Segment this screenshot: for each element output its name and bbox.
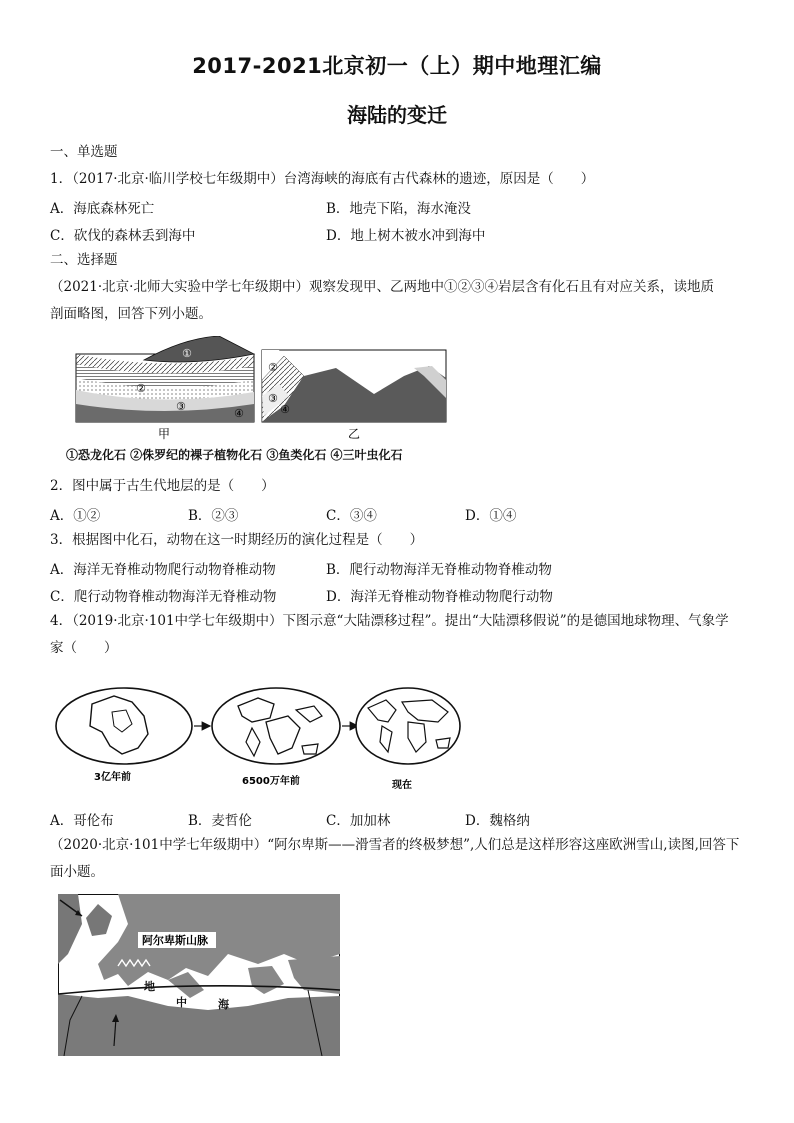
mark-4-jia: ④ [234,407,244,420]
question-4-stem-line-2: 家（ ） [50,640,118,656]
globe-65-million-years-ago [212,688,340,764]
label-65-million: 6500万年前 [242,776,300,787]
globe-present-day [356,688,460,764]
section-heading-choice: 二、选择题 [50,252,118,268]
q3-option-a: A．海洋无脊椎动物爬行动物脊椎动物 [50,562,276,578]
q3-option-c: C．爬行动物脊椎动物海洋无脊椎动物 [50,589,277,605]
mark-1-jia: ① [182,347,192,360]
label-300-million: 3亿年前 [94,772,131,783]
continental-drift-figure [52,682,472,794]
q3-option-b: B．爬行动物海洋无脊椎动物脊椎动物 [326,562,552,578]
mark-2-jia: ② [136,382,146,395]
mark-3-jia: ③ [176,400,186,413]
intro-5-line-2: 面小题。 [50,864,104,880]
page-title: 2017-2021北京初一（上）期中地理汇编 [192,54,602,78]
q1-option-b: B．地壳下陷，海水淹没 [326,201,471,217]
q2-option-d: D．①④ [465,508,517,524]
question-1-stem: 1．（2017·北京·临川学校七年级期中）台湾海峡的海底有古代森林的遗迹，原因是（ ） [50,171,595,187]
intro-5-line-1: （2020·北京·101中学七年级期中）“阿尔卑斯——滑雪者的终极梦想”,人们总是这样形容这座欧洲雪山,读图,回答下 [50,837,740,853]
q1-option-a: A．海底森林死亡 [50,201,155,217]
q3-option-d: D．海洋无脊椎动物脊椎动物爬行动物 [326,589,553,605]
q2-option-c: C．③④ [326,508,377,524]
label-jia: 甲 [158,427,171,441]
q2-option-b: B．②③ [188,508,239,524]
sea-label-zhong: 中 [176,996,187,1009]
geologic-profile-figure [74,336,454,446]
profile-jia [76,336,254,422]
sea-label-di: 地 [144,980,155,993]
q4-option-b: B．麦哲伦 [188,813,252,829]
q1-option-c: C．砍伐的森林丢到海中 [50,228,196,244]
label-yi: 乙 [348,427,361,441]
mark-3-yi: ③ [268,392,278,405]
q2-option-a: A．①② [50,508,101,524]
question-4-stem-line-1: 4．（2019·北京·101中学七年级期中）下图示意“大陆漂移过程”。提出“大陆漂移假说”的是德国地球物理、气象学 [50,613,729,629]
q4-option-d: D．魏格纳 [465,813,530,829]
question-2-stem: 2．图中属于古生代地层的是（ ） [50,478,275,494]
mark-4-yi: ④ [280,403,290,416]
intro-2-line-2: 剖面略图，回答下列小题。 [50,306,212,322]
mark-2-yi: ② [268,361,278,374]
alps-mediterranean-map [58,894,340,1056]
alps-label: 阿尔卑斯山脉 [142,934,208,947]
sea-label-hai: 海 [218,998,229,1011]
q4-option-a: A．哥伦布 [50,813,114,829]
label-present: 现在 [392,780,412,791]
page-subtitle: 海陆的变迁 [347,103,447,127]
question-3-stem: 3．根据图中化石，动物在这一时期经历的演化过程是（ ） [50,532,424,548]
globe-300-million-years-ago [56,688,192,764]
fossil-legend: ①恐龙化石 ②侏罗纪的裸子植物化石 ③鱼类化石 ④三叶虫化石 [66,448,403,462]
intro-2-line-1: （2021·北京·北师大实验中学七年级期中）观察发现甲、乙两地中①②③④岩层含有化石且有对应关系，读地质 [50,279,714,295]
q1-option-d: D．地上树木被水冲到海中 [326,228,486,244]
q4-option-c: C．加加林 [326,813,391,829]
section-heading-single-choice: 一、单选题 [50,144,118,160]
